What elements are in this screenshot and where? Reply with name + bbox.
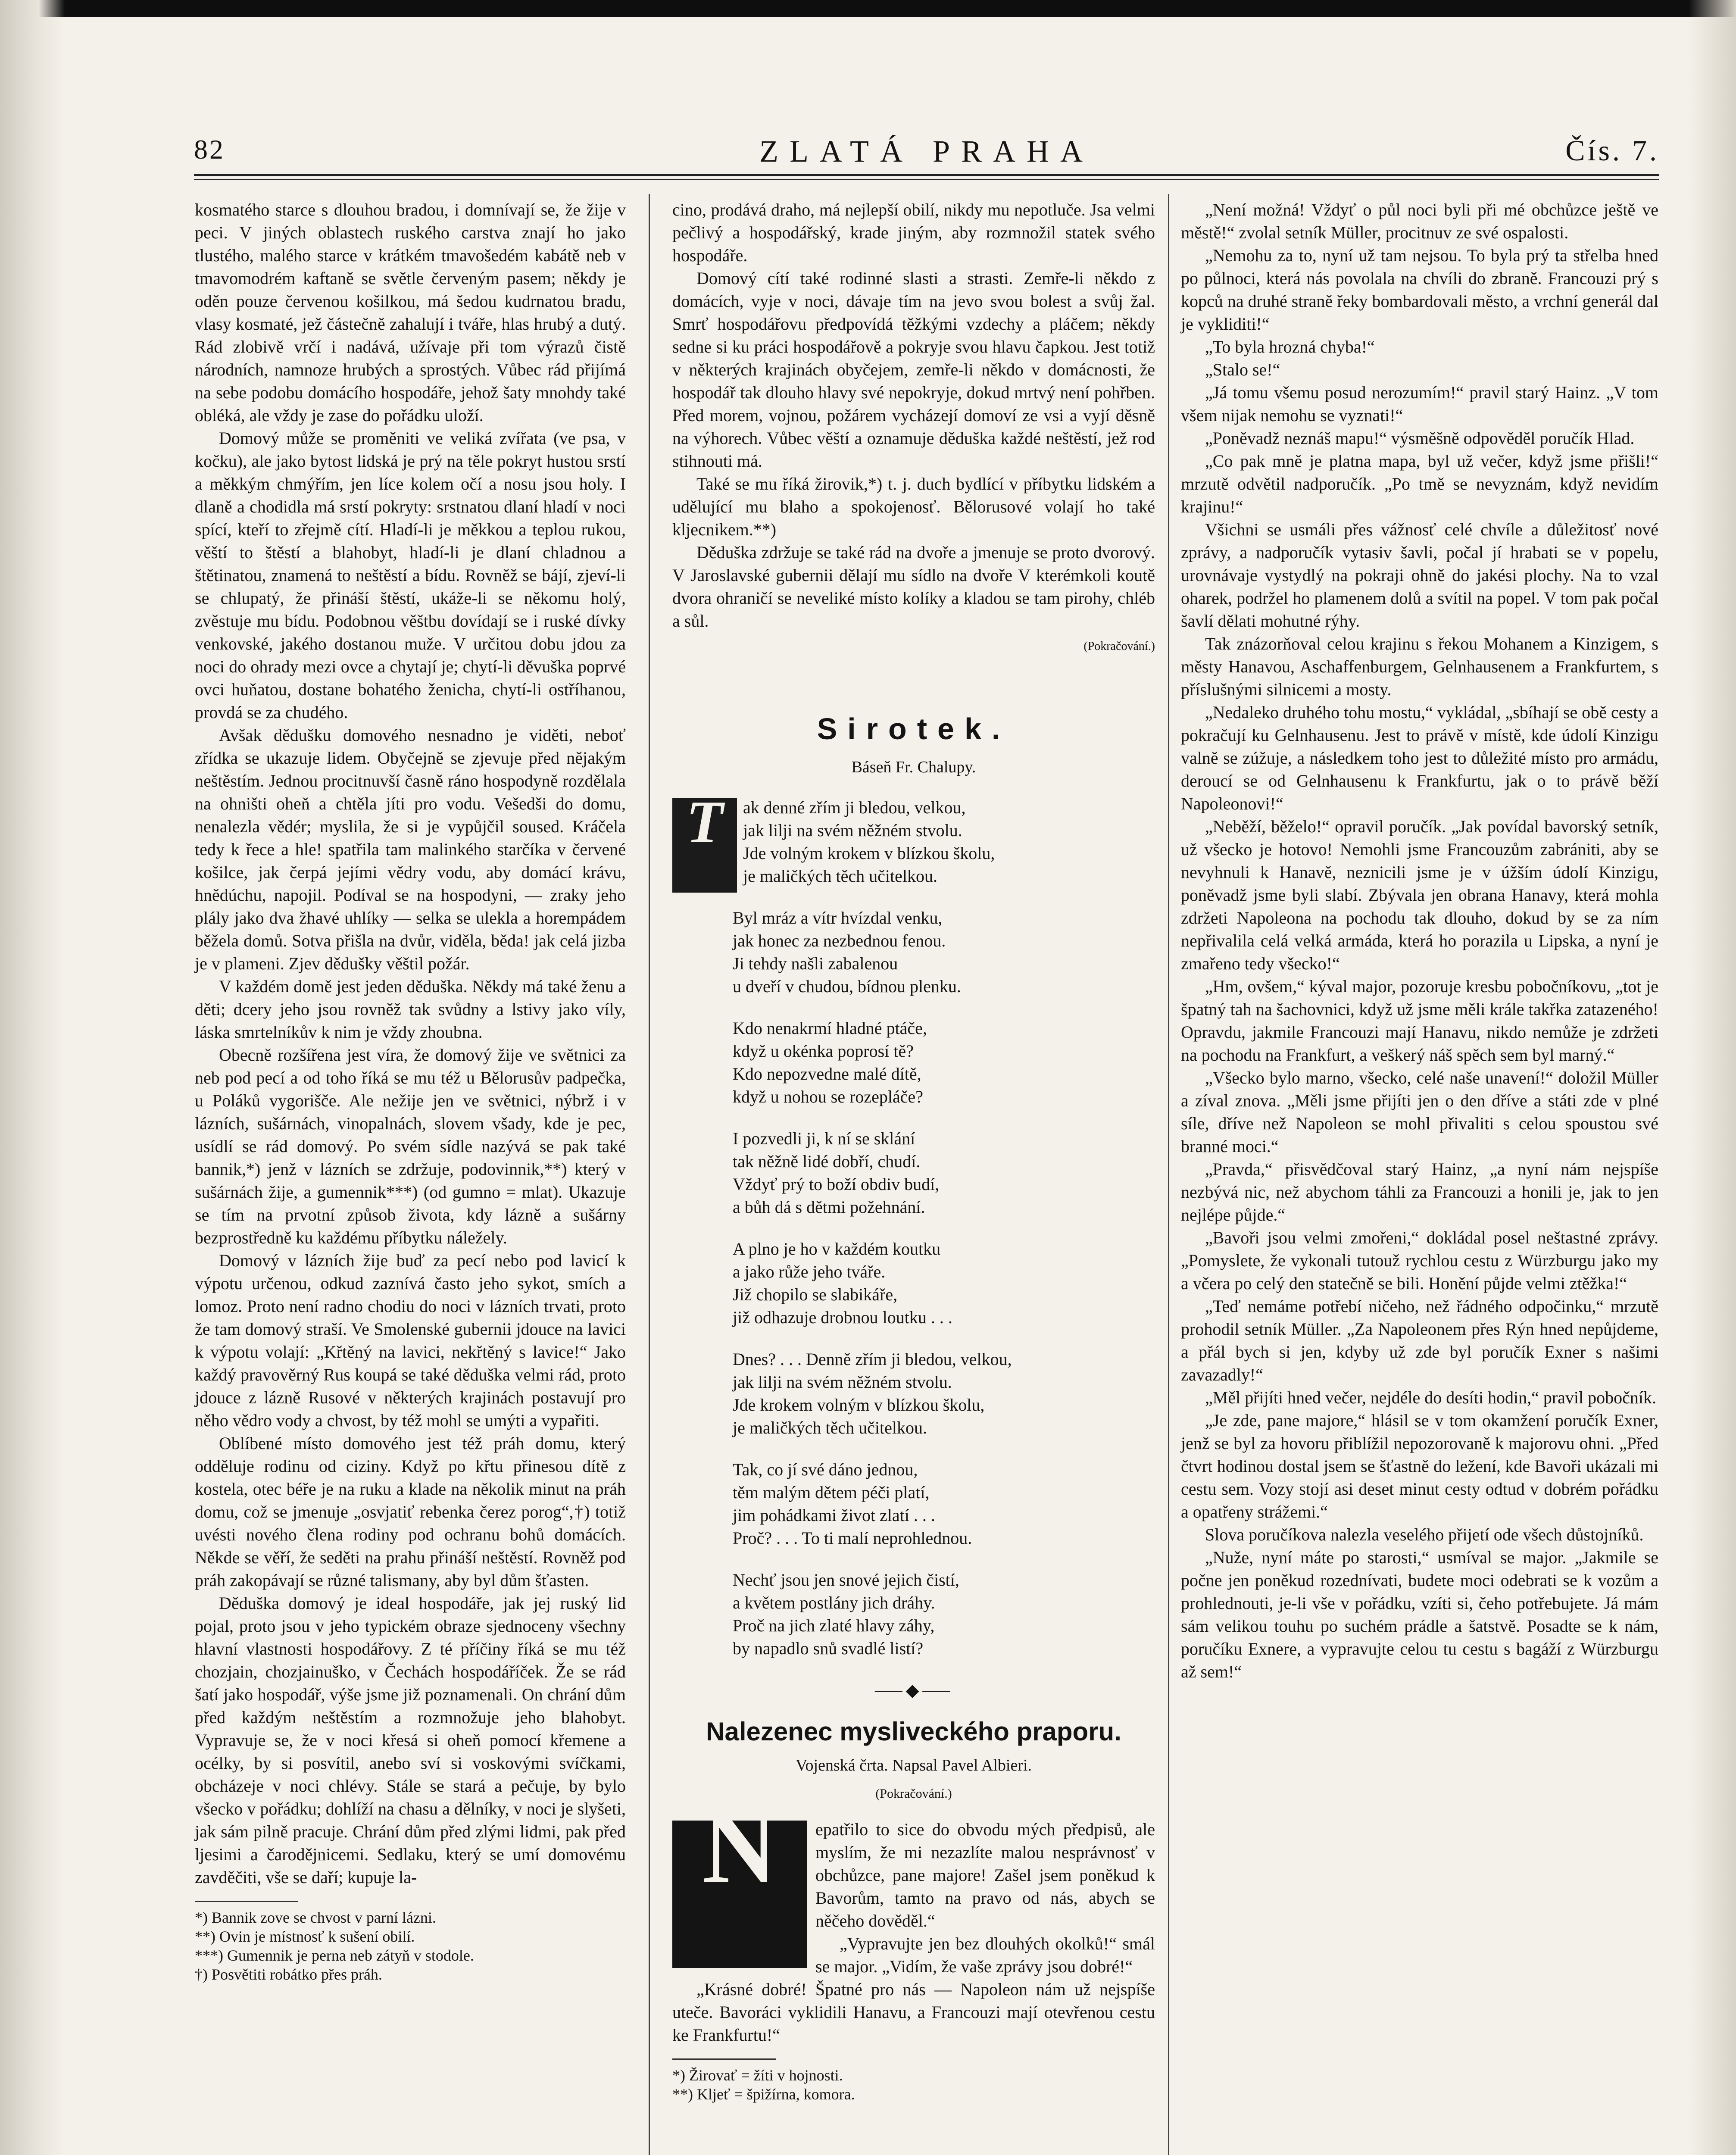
paragraph: Děduška domový je ideal hospodáře, jak jej ruský lid pojal, proto jsou v jeho typickém obraze sjednoceny všechny hlavní vlastnosti hospodářovy. Z té příčiny říká se mu též chozjain, chozjainuško, v Čechách hospodáříček. Že se rád šatí jako hospodář, výše jsme již poznamenali. On chrání dům před každým neštěstím a rozmnožuje jeho blahobyt. Vypravuje se, že v noci křesá si oheň pomocí křemene a océlky, by si posvítil, anebo sví si voskovými svíčkami, obcházeje v noci chlévy. Stále se stará a pečuje, by bylo všecko v pořádku; dohlíží na chasu a dělníky, v noci je slyšeti, jak sám pilně pracuje. Chrání dům před zlými lidmi, pak před ljesimi a čarodějnicemi. Sedlaku, který se umí domovému zavděčiti, vše se daří; kupuje la- (195, 1593, 626, 1887)
footnote: ***) Gumennik je perna neb zátyň v stodole. (195, 1947, 474, 1964)
verse: Byl mráz a vítr hvízdal venku, (733, 908, 943, 928)
verse: Vždyť prý to boží obdiv budí, (733, 1174, 940, 1194)
paragraph: „Nemohu za to, nyní už tam nejsou. To byla prý ta střelba hned po půlnoci, která nás povolala na chvíli do zbraně. Francouzi prý s kopců na druhé straně řeky bombardovali město, a vrchní generál dal je vykliditi!“ (1181, 246, 1658, 334)
stanza (733, 1127, 1155, 1218)
verse: Jde krokem volným v blízkou školu, (733, 1395, 985, 1415)
paragraph: „Co pak mně je platna mapa, byl už večer, když jsme přišli!“ mrzutě odvětil nadporučík. „Po tmě se nevyznám, když nevidím krajinu!“ (1181, 451, 1658, 516)
verse: Jde volným krokem v blízkou školu, (743, 843, 995, 863)
verse: Ji tehdy našli zabalenou (733, 954, 898, 973)
verse: již odhazuje drobnou loutku . . . (733, 1308, 952, 1327)
paragraph: V každém domě jest jeden děduška. Někdy má také ženu a děti; dcery jeho jsou rovněž tak svůdny a lstivy jako víly, láska smrtelníkův k nim je vždy zhoubna. (195, 977, 626, 1042)
paragraph: Také se mu říká žirovik,*) t. j. duch bydlící v příbytku lidském a udělující mu blaho a spokojenosť. Bělorusové volají ho také kljecnikem.**) (672, 474, 1155, 539)
poem (672, 789, 1155, 1660)
verse: Dnes? . . . Denně zřím ji bledou, velkou, (733, 1349, 1012, 1369)
footnote-rule (672, 2058, 776, 2060)
footnotes (672, 2066, 1155, 2104)
stanza (733, 1237, 1155, 1329)
verse: Proč? . . . To ti malí neprohlednou. (733, 1528, 972, 1548)
column-3 (1181, 198, 1658, 1683)
verse: a jako růže jeho tváře. (733, 1262, 886, 1281)
binding-shadow (0, 0, 65, 2155)
paragraph: „Bavoři jsou velmi zmořeni,“ dokládal posel neštastné zprávy. „Pomyslete, že vykonali tutouž rychlou cestu z Würzburgu jako my a včera po celý den statečně se bili. Honění půjde velmi ztěžka!“ (1181, 1228, 1658, 1293)
paragraph: Děduška zdržuje se také rád na dvoře a jmenuje se proto dvorový. V Jaroslavské gubernii dělají mu sídlo na dvoře V kterémkoli koutě dvora ohraničí se neveliké místo kolíky a kladou se tam pirohy, chléb a sůl. (672, 543, 1155, 631)
page-edge-shadow (1689, 0, 1736, 2155)
paragraph: Avšak dědušku domového nesnadno je viděti, neboť zřídka se ukazuje lidem. Obyčejně se zjevuje před nějakým neštěstím. Jednou procitnuvší časně ráno hospodyně rozdělala na ohništi oheň a chtěla jíti pro vodu. Vešedši do domu, nenalezla vědér; myslila, že si je vypůjčil soused. Kráčela tedy k řece a hle! spatřila tam malinkého starčíka v červené košilce, jak čerpá jejími vědry vodu, aby domácí krávu, hnědúchu, napojil. Podíval se na hospodyni, — zraky jeho plály jako dva žhavé uhlíky — selka se ulekla a horempádem běžela domů. Sotva přišla na dvůr, viděla, běda! jak celá jizba je v plameni. Zjev dědušky věštil požár. (195, 725, 626, 973)
paragraph: „Krásné dobré! Špatné pro nás — Napoleon nám už nejspíše uteče. Bavoráci vyklidili Hanavu, a Francouzi mají otevřenou cestu ke Frankfurtu!“ (672, 1980, 1155, 2045)
header-rule-thin (194, 179, 1659, 180)
verse: a bůh dá s dětmi požehnání. (733, 1197, 925, 1217)
paragraph: „To byla hrozná chyba!“ (1205, 337, 1375, 356)
paragraph: Domový cítí také rodinné slasti a strasti. Zemře-li někdo z domácích, vyje v noci, dávaje tím na jevo svou bolest a svůj žal. Smrť hospodářovu předpovídá těžkými vzdechy a pláčem; někdy sedne si ku práci hospodářově a pokryje svou hlavu čapkou. Jest totiž v některých krajinách obyčejem, zemře-li někdo v domácnosti, že hospodář tak dlouho hlavy své nepokryje, dokud mrtvý není pohřben. Před morem, vojnou, požárem vycházejí domoví ze vsi a vyjí děsně na výhorech. Vůbec věští a oznamuje děduška každé neštěstí, jež rod stihnouti má. (672, 269, 1155, 471)
column-1 (195, 198, 626, 1984)
ornamental-initial: T (672, 798, 737, 893)
verse: Kdo nenakrmí hladné ptáče, (733, 1018, 927, 1038)
verse: Kdo nepozvedne malé dítě, (733, 1064, 921, 1084)
paragraph: „Teď nemáme potřebí ničeho, než řádného odpočinku,“ mrzutě prohodil setník Müller. „Za Napoleonem přes Rýn hned nepůjdeme, a přál bych si jen, kdyby už zde byl poručík Exner s našimi zavazadly!“ (1181, 1296, 1658, 1384)
column-2 (672, 198, 1155, 2104)
poem-title: Sirotek. (817, 712, 1011, 746)
verse: jak lilji na svém něžném stvolu. (733, 1372, 952, 1392)
footnote: *) Žirovať = žíti v hojnosti. (672, 2067, 843, 2084)
paragraph: „Měl přijíti hned večer, nejdéle do desíti hodin,“ pravil pobočník. (1205, 1388, 1656, 1407)
stanza (733, 1568, 1155, 1660)
verse: Nechť jsou jen snové jejich čistí, (733, 1570, 959, 1590)
paragraph: „Pravda,“ přisvědčoval starý Hainz, „a nyní nám nejspíše nezbývá nic, než abychom táhli za Francouzi a honili je, jak to jen nejlépe půjde.“ (1181, 1159, 1658, 1224)
verse: A plno je ho v každém koutku (733, 1239, 941, 1259)
story-subtitle: Vojenská črta. Napsal Pavel Albieri. (795, 1756, 1032, 1774)
issue-number: Čís. 7. (1565, 134, 1659, 167)
verse: jak honec za nezbednou fenou. (733, 931, 946, 950)
ornamental-initial: N (672, 1821, 807, 1968)
paragraph: Domový může se proměniti ve veliká zvířata (ve psa, v kočku), ale jako bytost lidská je prý na těle pokryt hustou srstí a měkkým chmýřím, jen líce kolem očí a nosu jsou holy. I dlaně a chodidla má srstí pokryty: srstnatou dlaní hladí v noci spící, kteří to zřejmě cítí. Hladí-li je měkkou a teplou rukou, věští to štěstí a blahobyt, hladí-li je dlaní chladnou a štětinatou, znamená to neštěstí a bídu. Rovněž se bájí, zjeví-li se chlupatý, že přináší štěstí, ukáže-li se někomu holý, zvěstuje mu bídu. Podobnou věštbu dovídají se i ruské dívky venkovské, jakého dostanou muže. V určitou dobu jdou za noci do ohrady mezi ovce a chytají je; chytí-li děvuška poprvé ovci huňatou, dostane bohatého ženicha, chytí-li ostříhanou, provdá se za chudého. (195, 428, 626, 722)
verse: těm malým dětem péči platí, (733, 1483, 930, 1502)
footnote: **) Kljeť = špižírna, komora. (672, 2086, 855, 2103)
continued-note: (Pokračování.) (875, 1786, 952, 1801)
paragraph: Obecně rozšířena jest víra, že domový žije ve světnici za neb pod pecí a od toho říká se mu též u Bělorusův padpečka, u Poláků vygorišče. Ale nežije jen ve světnici, nýbrž i v lázních, sušárnách, vinopalnách, slovem všady, kde je pec, usídlí se rád domový. Po svém sídle nazývá se pak také bannik,*) jenž v lázních se zdržuje, podovinnik,**) který v sušárnách žije, a gumennik***) (od gumno = mlat). Ukazuje se tím na prvotní způsob života, kdy lázně a sušárny bezprostředně ku každému příbytku náležely. (195, 1045, 626, 1247)
paragraph: „Nedaleko druhého tohu mostu,“ vykládal, „sbíhají se obě cesty a pokračují ku Gelnhausenu. Jest to právě v místě, kde údolí Kinzigu valně se zúžuje, a následkem toho jest to důležité místo pro armádu, deroucí se od Gelnhausenu k Frankfurtu, jak o to právě běží Napoleonovi!“ (1181, 703, 1658, 813)
footnote-rule (195, 1901, 298, 1902)
verse: Proč na jich zlaté hlavy záhy, (733, 1616, 935, 1635)
column-divider (649, 194, 650, 2155)
verse: jak lilji na svém něžném stvolu. (743, 821, 962, 840)
paragraph: „Všecko bylo marno, všecko, celé naše unavení!“ doložil Müller a zíval znova. „Měli jsme přijíti jen o den dříve a státi zde v plné síle, dříve než Napoleon se mohl přivaliti s celou spoustou své branné moci.“ (1181, 1068, 1658, 1156)
paragraph: „Není možná! Vždyť o půl noci byli při mé obchůzce ještě ve městě!“ zvolal setník Müller, procitnuv ze své ospalosti. (1181, 200, 1658, 242)
stanza (733, 1348, 1155, 1439)
paragraph: kosmatého starce s dlouhou bradou, i domnívají se, že žije v peci. V jiných oblastech ruského carstva znají ho jako tlustého, malého starce v krátkém tmavošedém kabátě neb v tmavomodrém kaftaně se světle červeným pasem; někdy je oděn pouze červenou košilkou, má šedou kudrnatou bradu, vlasy kosmaté, jež částečně zahalují i tváře, hlas hrubý a dutý. Rád zlobivě vrčí i nadává, užívaje při tom výrazů čistě národních, namnoze hrubých a sprostých. Vůbec rád přijímá na sebe podobu domácího hospodáře, jehož šaty mnohdy také obléká, ale vždy je zase do pořádku uloží. (195, 200, 626, 425)
paragraph: cino, prodává draho, má nejlepší obilí, nikdy mu nepotluče. Jsa velmi pečlivý a hospodářský, krade jiným, aby rozmnožil statek svého hospodáře. (672, 200, 1155, 265)
footnote: †) Posvětiti robátko přes práh. (195, 1966, 382, 1983)
paragraph: „Já tomu všemu posud nerozumím!“ pravil starý Hainz. „V tom všem nijak nemohu se vyznati!“ (1181, 383, 1658, 425)
poem-author: Báseň Fr. Chalupy. (851, 758, 976, 776)
paragraph: „Poněvadž neznáš mapu!“ výsměšně odpověděl poručík Hlad. (1205, 428, 1635, 448)
verse: Již chopilo se slabikáře, (733, 1285, 898, 1304)
paragraph: „Vypravujte jen bez dlouhých okolků!“ smál se major. „Vidím, že vaše zprávy jsou dobré!“ (815, 1934, 1155, 1976)
verse: Tak, co jí své dáno jednou, (733, 1460, 918, 1479)
divider-ornament: ⸺◆⸺ (874, 1680, 954, 1700)
verse: I pozvedli ji, k ní se sklání (733, 1129, 915, 1148)
footnote: *) Bannik zove se chvost v parní lázni. (195, 1909, 436, 1926)
stanza (733, 906, 1155, 998)
verse: a květem postlány jich dráhy. (733, 1593, 935, 1612)
story-title: Nalezenec mysliveckého praporu. (706, 1717, 1121, 1746)
paragraph: „Stalo se!“ (1205, 360, 1280, 379)
page-number: 82 (194, 134, 225, 165)
verse: ak denné zřím ji bledou, velkou, (743, 798, 966, 817)
verse: je maličkých těch učitelkou. (743, 866, 937, 886)
verse: by napadlo snů svadlé listí? (733, 1639, 924, 1658)
journal-title: ZLATÁ PRAHA (759, 134, 1094, 169)
header-rule (194, 174, 1659, 176)
stanza (733, 1017, 1155, 1108)
paragraph: „Hm, ovšem,“ kýval major, pozoruje kresbu pobočníkovu, „tot je špatný tah na šachovnici, když už jsme měli krále takřka zatazeného! Opravdu, jakmile Francouzi mají Hanavu, nikdo nemůže je zdržeti na pochodu na Frankfurt, a veškerý náš spěch sem byl marný.“ (1181, 977, 1658, 1065)
paragraph: Slova poručíkova nalezla veselého přijetí ode všech důstojníků. (1205, 1525, 1644, 1544)
verse: když u nohou se rozepláče? (733, 1087, 924, 1106)
verse: tak něžně lidé dobří, chudí. (733, 1152, 921, 1171)
paragraph: Domový v lázních žije buď za pecí nebo pod lavicí k výpotu určenou, odkud zaznívá často jeho sykot, smích a lomoz. Proto není radno chodiu do noci v lázních trvati, proto že tam domový straší. Ve Smolenské gubernii jdouce na lavici k výpotu volají: „Křtěný na lavici, nekřtěný s lavice!“ Jako každý pravověrný Rus koupá se také děduška velmi rád, proto jdouce z lázně Rusové v některých krajinách postavují pro něho vědro vody a chvost, by též mohl se umýti a vypařiti. (195, 1251, 626, 1430)
paragraph: „Je zde, pane majore,“ hlásil se v tom okamžení poručík Exner, jenž se byl za hovoru přiblížil nepozorovaně k majorovu ohni. „Před čtvrt hodinou dostal jsem se šťastně do ležení, kde Bavoři ukázali mi cestu sem. Vozy stojí asi deset minut cesty odtud v dobrém pořádku a opatřeny strážemi.“ (1181, 1411, 1658, 1521)
footnote: **) Ovin je místnosť k sušení obilí. (195, 1928, 415, 1945)
stanza (733, 1458, 1155, 1549)
paragraph: „Nuže, nyní máte po starosti,“ usmíval se major. „Jakmile se počne jen poněkud rozednívati, budete moci odebrati se k vozům a prohlednouti, je-li vše v pořádku, vzíti si, čeho potřebujete. Já mám sám velikou touhu po suchém prádle a šatstvě. Posadte se k nám, poručíku Exnere, a vypravujte celou tu cestu s bagáží z Würzburgu až sem!“ (1181, 1548, 1658, 1681)
column-divider (1168, 194, 1169, 2155)
verse: u dveří v chudou, bídnou plenku. (733, 977, 961, 996)
paragraph: „Neběží, běželo!“ opravil poručík. „Jak povídal bavorský setník, už všecko je hotovo! Nemohli jsme Francouzům zabrániti, aby se nevyhnuli k Hanavě, neznicili jsme je v úžším údolí Kinzigu, poněvadž jsme byli slabí. Zbývala jen obrana Hanavy, která mohla zdržeti Napoleona na pochodu tak dlouho, dokud by se za ním nepřivalila celá velká armáda, která ho porazila u Lipska, a nyní je zmařeno tedy všecko!“ (1181, 817, 1658, 973)
footnotes (195, 1908, 626, 1984)
scan-top-edge (0, 0, 1736, 17)
verse: když u okénka poprosí tě? (733, 1041, 914, 1061)
verse: jim pohádkami život zlatí . . . (733, 1505, 935, 1525)
paragraph: Tak znázorňoval celou krajinu s řekou Mohanem a Kinzigem, s městy Hanavou, Aschaffenburgem, Gelnhausenem a Frankfurtem, s příslušnými silnicemi a mosty. (1181, 634, 1658, 699)
verse: je maličkých těch učitelkou. (733, 1418, 927, 1437)
stanza (672, 796, 1155, 887)
continued-note: (Pokračování.) (1083, 640, 1155, 653)
paragraph: Oblíbené místo domového jest též práh domu, který odděluje rodinu od ciziny. Když po křtu přinesou dítě z kostela, otec béře je na ruku a klade na několik minut na práh domu, což se jmenuje „osvjatiť rebenka čerez porog“,†) totiž uvésti nového člena rodiny pod ochranu bohů domácích. Někde se věří, že seděti na prahu přináší neštěstí. Rovněž pod práh zakopávají se různé talismany, aby byl dům šťasten. (195, 1434, 626, 1590)
paragraph: epatřilo to sice do obvodu mých předpisů, ale myslím, že mi nezazlíte malou nesprávnosť v obchůzce, pane majore! Zašel jsem poněkud k Bavorům, tamto na pravo od nás, abych se něčeho dověděl.“ (815, 1820, 1155, 1930)
paragraph: Všichni se usmáli přes vážnosť celé chvíle a důležitosť nové zprávy, a nadporučík vytasiv šavli, počal jí hrabati se v popelu, urovnávaje vystydlý na pokraji ohně do jakési plochy. Na to vzal oharek, podržel ho plamenem dolů a svítil na popel. V tom pak počal šavlí dělati mohutné rýhy. (1181, 520, 1658, 631)
